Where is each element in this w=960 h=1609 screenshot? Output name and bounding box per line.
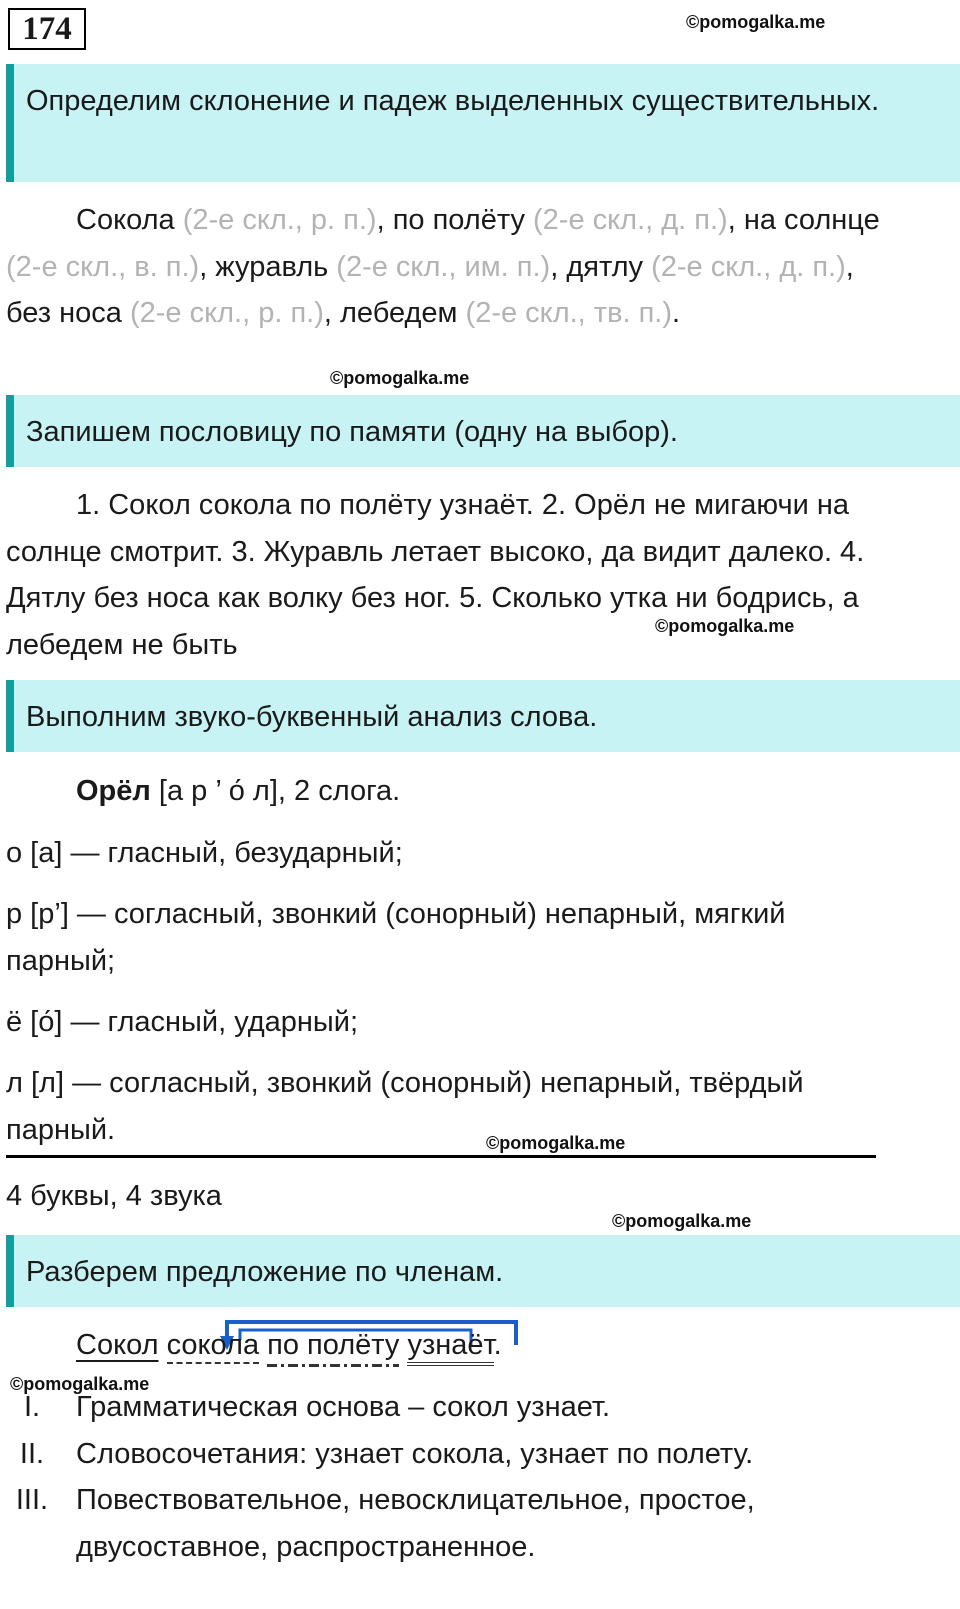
analysis-list xyxy=(6,1384,906,1570)
phonetic-line-2: р [р’] — согласный, звонкий (сонорный) непарный, мягкий парный; xyxy=(6,898,786,977)
phonetic-line-1: о [а] — гласный, безударный; xyxy=(6,837,403,869)
case-note: (2-е скл., в. п.) xyxy=(6,250,200,283)
predicate: узнаёт xyxy=(407,1329,493,1366)
case-note: (2-е скл., им. п.) xyxy=(336,250,551,283)
list-item xyxy=(6,1431,906,1478)
noun-text: , по полёту xyxy=(376,204,534,236)
list-item-text: Повествовательное, невосклицательное, простое, двусоставное, распространенное. xyxy=(76,1484,755,1563)
noun-text: , на солнце xyxy=(727,204,880,236)
transcription: [а р ’ о́ л], 2 слога. xyxy=(150,775,401,807)
section-1-heading: Определим склонение и падеж выделенных существительных. xyxy=(6,64,960,182)
list-item xyxy=(6,1477,836,1570)
list-marker: I. xyxy=(23,1391,41,1423)
phonetic-line-4: л [л] — согласный, звонкий (сонорный) непарный, твёрдый парный. xyxy=(6,1067,804,1146)
case-note: (2-е скл., д. п.) xyxy=(533,204,728,236)
case-note: (2-е скл., д. п.) xyxy=(651,250,846,283)
watermark: ©pomogalka.me xyxy=(330,368,470,388)
section-2-heading: Запишем пословицу по памяти (одну на выбор). xyxy=(6,395,960,467)
list-item-text: Словосочетания: узнает сокола, узнает по полету. xyxy=(76,1437,754,1470)
noun-text: , без носа xyxy=(6,250,854,329)
list-marker: II. xyxy=(19,1437,45,1470)
case-note: (2-е скл., р. п.) xyxy=(182,204,377,236)
watermark: ©pomogalka.me xyxy=(612,1211,752,1231)
watermark: ©pomogalka.me xyxy=(655,616,795,636)
phonetic-line-3: ё [о́] — гласный, ударный; xyxy=(6,1006,359,1038)
parsed-sentence xyxy=(6,1322,896,1369)
list-item-text: Грамматическая основа – сокол узнает. xyxy=(76,1391,611,1423)
section-2-text: 1. Сокол сокола по полёту узнаёт. 2. Орёл не мигаючи на солнце смотрит. 3. Журавль летает высоко, да видит далеко. 4. Дятлу без носа как волку без ног. 5. Сколько утка ни бодрись, а лебедем не быть xyxy=(6,489,865,661)
subject: Сокол xyxy=(76,1329,159,1361)
watermark: ©pomogalka.me xyxy=(686,12,826,32)
noun-text: Сокола xyxy=(76,204,183,236)
section-4-heading: Разберем предложение по членам. xyxy=(6,1235,960,1307)
noun-text: , лебедем xyxy=(323,297,466,329)
exercise-number: 174 xyxy=(8,8,86,50)
list-item xyxy=(6,1384,906,1431)
letters-sounds-summary: 4 буквы, 4 звука xyxy=(6,1180,222,1212)
adverbial: по полёту xyxy=(267,1329,400,1361)
noun-text: , журавль xyxy=(199,250,337,283)
analyzed-word: Орёл xyxy=(76,775,151,807)
watermark: ©pomogalka.me xyxy=(486,1133,626,1153)
list-marker: III. xyxy=(15,1484,49,1516)
sentence-end: . xyxy=(493,1329,502,1361)
case-note: (2-е скл., тв. п.) xyxy=(465,297,673,329)
noun-text: , дятлу xyxy=(550,250,652,283)
section-3-heading: Выполним звуко-буквенный анализ слова. xyxy=(6,680,960,752)
watermark: ©pomogalka.me xyxy=(10,1374,150,1394)
case-note: (2-е скл., р. п.) xyxy=(129,297,324,329)
object: сокола xyxy=(167,1329,260,1364)
noun-text: . xyxy=(672,297,681,329)
